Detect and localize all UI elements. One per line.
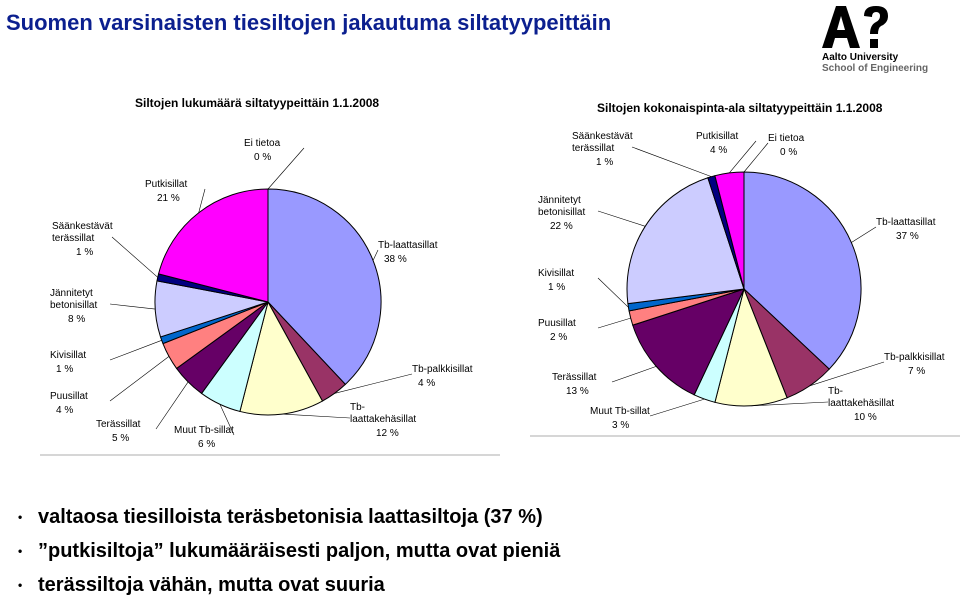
chart2-leader-puusillat xyxy=(598,318,631,328)
chart1-label-text-saankestavat-terassillat: terässillat xyxy=(52,233,95,244)
chart2-label-jannitetyt-betonisillat xyxy=(538,195,585,232)
chart1-label-muut-tb-sillat xyxy=(174,425,234,450)
logo-line-school: School of Engineering xyxy=(822,63,929,74)
chart1-title: Siltojen lukumäärä siltatyypeittäin 1.1.2008 xyxy=(135,96,380,110)
chart1-value-muut-tb-sillat: 6 % xyxy=(198,439,216,450)
chart2-value-putkisillat: 4 % xyxy=(710,145,728,156)
chart1-label-text-puusillat: Puusillat xyxy=(50,391,88,402)
chart2-label-tb-palkkisillat xyxy=(884,352,945,377)
chart1-label-text-tb-laattasillat: Tb-laattasillat xyxy=(378,240,438,251)
page-title: Suomen varsinaisten tiesiltojen jakautuma siltatyypeittäin xyxy=(6,10,612,35)
chart1-leader-ei-tietoa xyxy=(268,148,304,189)
chart2-leader-saankestavat-terassillat xyxy=(632,147,711,177)
chart1-value-jannitetyt-betonisillat: 8 % xyxy=(68,314,86,325)
chart1-value-ei-tietoa: 0 % xyxy=(254,152,272,163)
chart1-label-tb-laattakehasillat xyxy=(350,402,416,439)
chart1-label-text-tb-laattakehasillat: Tb- xyxy=(350,402,365,413)
chart2-label-kivisillat xyxy=(538,268,574,293)
chart2-value-kivisillat: 1 % xyxy=(548,282,566,293)
chart2-leader-muut-tb-sillat xyxy=(650,399,704,416)
chart2-label-text-terassillat: Terässillat xyxy=(552,372,597,383)
bullet-item xyxy=(18,568,560,602)
chart2-label-text-kivisillat: Kivisillat xyxy=(538,268,575,279)
bullet-dot: • xyxy=(18,578,23,592)
chart2-label-text-jannitetyt-betonisillat: betonisillat xyxy=(538,207,586,218)
chart2-leader-terassillat xyxy=(612,366,656,382)
logo-line-university: Aalto University xyxy=(822,52,899,63)
chart1-leader-terassillat xyxy=(156,382,188,429)
chart2-label-text-jannitetyt-betonisillat: Jännitetyt xyxy=(538,195,581,206)
chart2-value-saankestavat-terassillat: 1 % xyxy=(596,157,614,168)
bullet-item xyxy=(18,500,560,534)
chart2-value-jannitetyt-betonisillat: 22 % xyxy=(550,221,573,232)
chart1-label-text-putkisillat: Putkisillat xyxy=(145,179,188,190)
chart2-value-tb-laattasillat: 37 % xyxy=(896,231,919,242)
chart2-label-text-saankestavat-terassillat: Säänkestävät xyxy=(572,131,633,142)
chart2-leader-jannitetyt-betonisillat xyxy=(598,211,645,226)
chart1-value-saankestavat-terassillat: 1 % xyxy=(76,247,94,258)
bullet-dot: • xyxy=(18,544,23,558)
chart1-value-puusillat: 4 % xyxy=(56,405,74,416)
chart2-label-saankestavat-terassillat xyxy=(572,131,633,168)
chart2-title: Siltojen kokonaispinta-ala siltatyypeittäin 1.1.2008 xyxy=(597,101,883,115)
bullet-list xyxy=(18,500,560,602)
chart2-value-ei-tietoa: 0 % xyxy=(780,147,798,158)
chart1-label-tb-palkkisillat xyxy=(412,364,473,389)
chart2-pie xyxy=(510,0,960,470)
chart1-label-ei-tietoa xyxy=(244,138,281,163)
chart2-value-muut-tb-sillat: 3 % xyxy=(612,420,630,431)
chart2-label-text-tb-laattakehasillat: Tb- xyxy=(828,386,843,397)
chart1-label-jannitetyt-betonisillat xyxy=(50,288,97,325)
chart1-label-kivisillat xyxy=(50,350,86,375)
chart1-label-text-saankestavat-terassillat: Säänkestävät xyxy=(52,221,113,232)
chart1-pie xyxy=(0,0,520,470)
chart2-value-tb-laattakehasillat: 10 % xyxy=(854,412,877,423)
chart2-label-text-ei-tietoa: Ei tietoa xyxy=(768,133,805,144)
chart2-label-text-tb-palkkisillat: Tb-palkkisillat xyxy=(884,352,945,363)
chart1-label-tb-laattasillat xyxy=(378,240,438,265)
chart1-label-text-muut-tb-sillat: Muut Tb-sillat xyxy=(174,425,234,436)
chart2-label-putkisillat xyxy=(696,131,738,156)
chart2-label-muut-tb-sillat xyxy=(590,406,650,431)
chart1-label-text-ei-tietoa: Ei tietoa xyxy=(244,138,281,149)
bullet-text: ”putkisiltoja” lukumääräisesti paljon, mutta ovat pieniä xyxy=(38,540,561,562)
chart2-label-tb-laattakehasillat xyxy=(828,386,894,423)
chart1-leader-kivisillat xyxy=(110,340,162,360)
chart2-label-text-muut-tb-sillat: Muut Tb-sillat xyxy=(590,406,650,417)
chart1-label-text-kivisillat: Kivisillat xyxy=(50,350,87,361)
chart2-label-text-saankestavat-terassillat: terässillat xyxy=(572,143,615,154)
chart1-label-puusillat xyxy=(50,391,88,416)
chart2-value-tb-palkkisillat: 7 % xyxy=(908,366,926,377)
chart1-leader-puusillat xyxy=(110,356,169,401)
chart2-leader-kivisillat xyxy=(598,278,628,307)
bullet-text: terässiltoja vähän, mutta ovat suuria xyxy=(38,574,385,596)
chart1-label-terassillat xyxy=(96,419,141,444)
chart1-label-text-tb-palkkisillat: Tb-palkkisillat xyxy=(412,364,473,375)
chart1-value-terassillat: 5 % xyxy=(112,433,130,444)
chart2-value-terassillat: 13 % xyxy=(566,386,589,397)
chart1-value-kivisillat: 1 % xyxy=(56,364,74,375)
chart1-leader-tb-laattasillat xyxy=(373,250,378,260)
chart2-label-puusillat xyxy=(538,318,576,343)
chart1-value-tb-laattakehasillat: 12 % xyxy=(376,428,399,439)
chart2-label-text-puusillat: Puusillat xyxy=(538,318,576,329)
chart1-label-putkisillat xyxy=(145,179,187,204)
chart1-label-text-tb-laattakehasillat: laattakehäsillat xyxy=(350,414,417,425)
chart1-label-text-jannitetyt-betonisillat: Jännitetyt xyxy=(50,288,93,299)
chart2-label-ei-tietoa xyxy=(768,133,805,158)
bullet-dot: • xyxy=(18,510,23,524)
chart1-leader-tb-laattakehasillat xyxy=(282,414,350,418)
chart2-label-text-tb-laattakehasillat: laattakehäsillat xyxy=(828,398,895,409)
chart1-label-saankestavat-terassillat xyxy=(52,221,113,258)
chart1-label-text-jannitetyt-betonisillat: betonisillat xyxy=(50,300,98,311)
chart1-leader-jannitetyt-betonisillat xyxy=(110,304,155,309)
chart2-leader-ei-tietoa xyxy=(744,143,768,172)
bullet-text: valtaosa tiesilloista teräsbetonisia laattasiltoja (37 %) xyxy=(38,506,543,528)
chart1-value-tb-palkkisillat: 4 % xyxy=(418,378,436,389)
chart2-value-puusillat: 2 % xyxy=(550,332,568,343)
chart2-label-text-putkisillat: Putkisillat xyxy=(696,131,739,142)
chart2-label-tb-laattasillat xyxy=(876,217,936,242)
chart2-leader-tb-laattasillat xyxy=(851,227,876,243)
chart1-value-putkisillat: 21 % xyxy=(157,193,180,204)
chart1-label-text-terassillat: Terässillat xyxy=(96,419,141,430)
chart1-leader-saankestavat-terassillat xyxy=(112,237,158,277)
chart2-label-text-tb-laattasillat: Tb-laattasillat xyxy=(876,217,936,228)
chart2-label-terassillat xyxy=(552,372,597,397)
bullet-item xyxy=(18,534,560,568)
chart2-leader-putkisillat xyxy=(729,141,756,173)
chart1-value-tb-laattasillat: 38 % xyxy=(384,254,407,265)
